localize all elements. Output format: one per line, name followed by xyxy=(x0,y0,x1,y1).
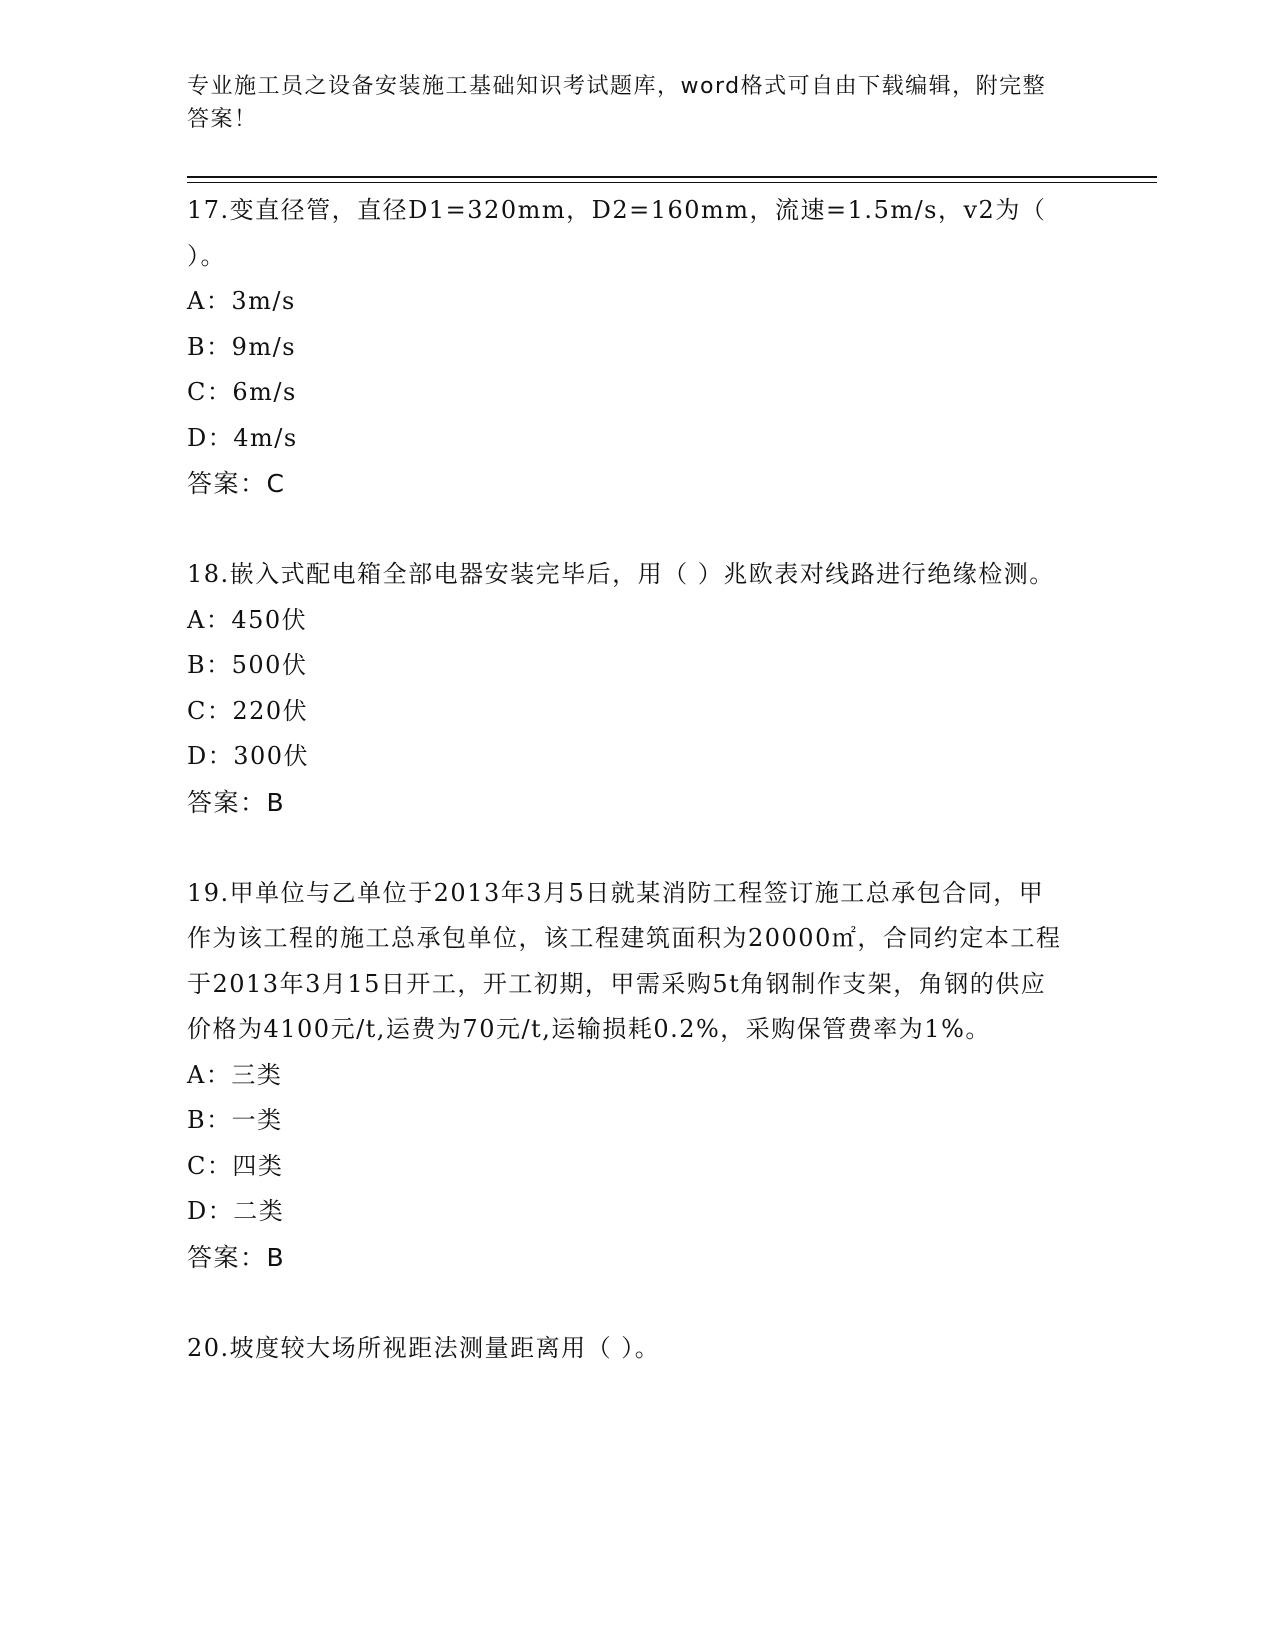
question-19 xyxy=(187,871,1067,1281)
spacer xyxy=(187,1280,1067,1326)
question-17 xyxy=(187,188,1067,507)
answer-line: 答案：B xyxy=(187,787,286,817)
option-d: D：二类 xyxy=(187,1197,285,1225)
spacer xyxy=(187,825,1067,871)
question-list xyxy=(187,188,1067,1371)
option-a: A：3m/s xyxy=(187,287,296,315)
question-stem: 17.变直径管，直径D1=320mm，D2=160mm，流速=1.5m/s，v2为（ ）。 xyxy=(187,196,1047,270)
answer-line: 答案：C xyxy=(187,469,286,498)
question-20 xyxy=(187,1326,1067,1372)
option-c: C：220伏 xyxy=(187,696,309,725)
option-a: A：三类 xyxy=(187,1060,283,1089)
question-stem: 19.甲单位与乙单位于2013年3月5日就某消防工程签订施工总承包合同，甲作为该工程的施工总承包单位，该工程建筑面积为20000㎡，合同约定本工程于2013年3月15日开工，开工初期，甲需采购5t角钢制作支架，角钢的供应价格为4100元/t,运费为70元/t,运输损耗0.2%，采购保管费率为1%。 xyxy=(187,878,1062,1043)
option-c: C：6m/s xyxy=(187,378,297,406)
document-header: 专业施工员之设备安装施工基础知识考试题库，word格式可自由下载编辑，附完整答案！ xyxy=(187,74,1047,132)
answer-line: 答案：B xyxy=(187,1242,286,1272)
option-a: A：450伏 xyxy=(187,605,308,634)
option-b: B：一类 xyxy=(187,1106,283,1134)
option-d: D：4m/s xyxy=(187,423,298,452)
spacer xyxy=(187,507,1067,553)
option-b: B：9m/s xyxy=(187,332,297,361)
header-rule-thick xyxy=(187,176,1157,178)
question-18 xyxy=(187,552,1067,825)
question-stem: 20.坡度较大场所视距法测量距离用（ ）。 xyxy=(187,1333,661,1362)
option-c: C：四类 xyxy=(187,1151,284,1180)
header-rule-thin xyxy=(187,182,1157,183)
question-stem: 18.嵌入式配电箱全部电器安装完毕后，用（ ）兆欧表对线路进行绝缘检测。 xyxy=(187,560,1055,588)
option-b: B：500伏 xyxy=(187,651,308,679)
option-d: D：300伏 xyxy=(187,742,310,770)
